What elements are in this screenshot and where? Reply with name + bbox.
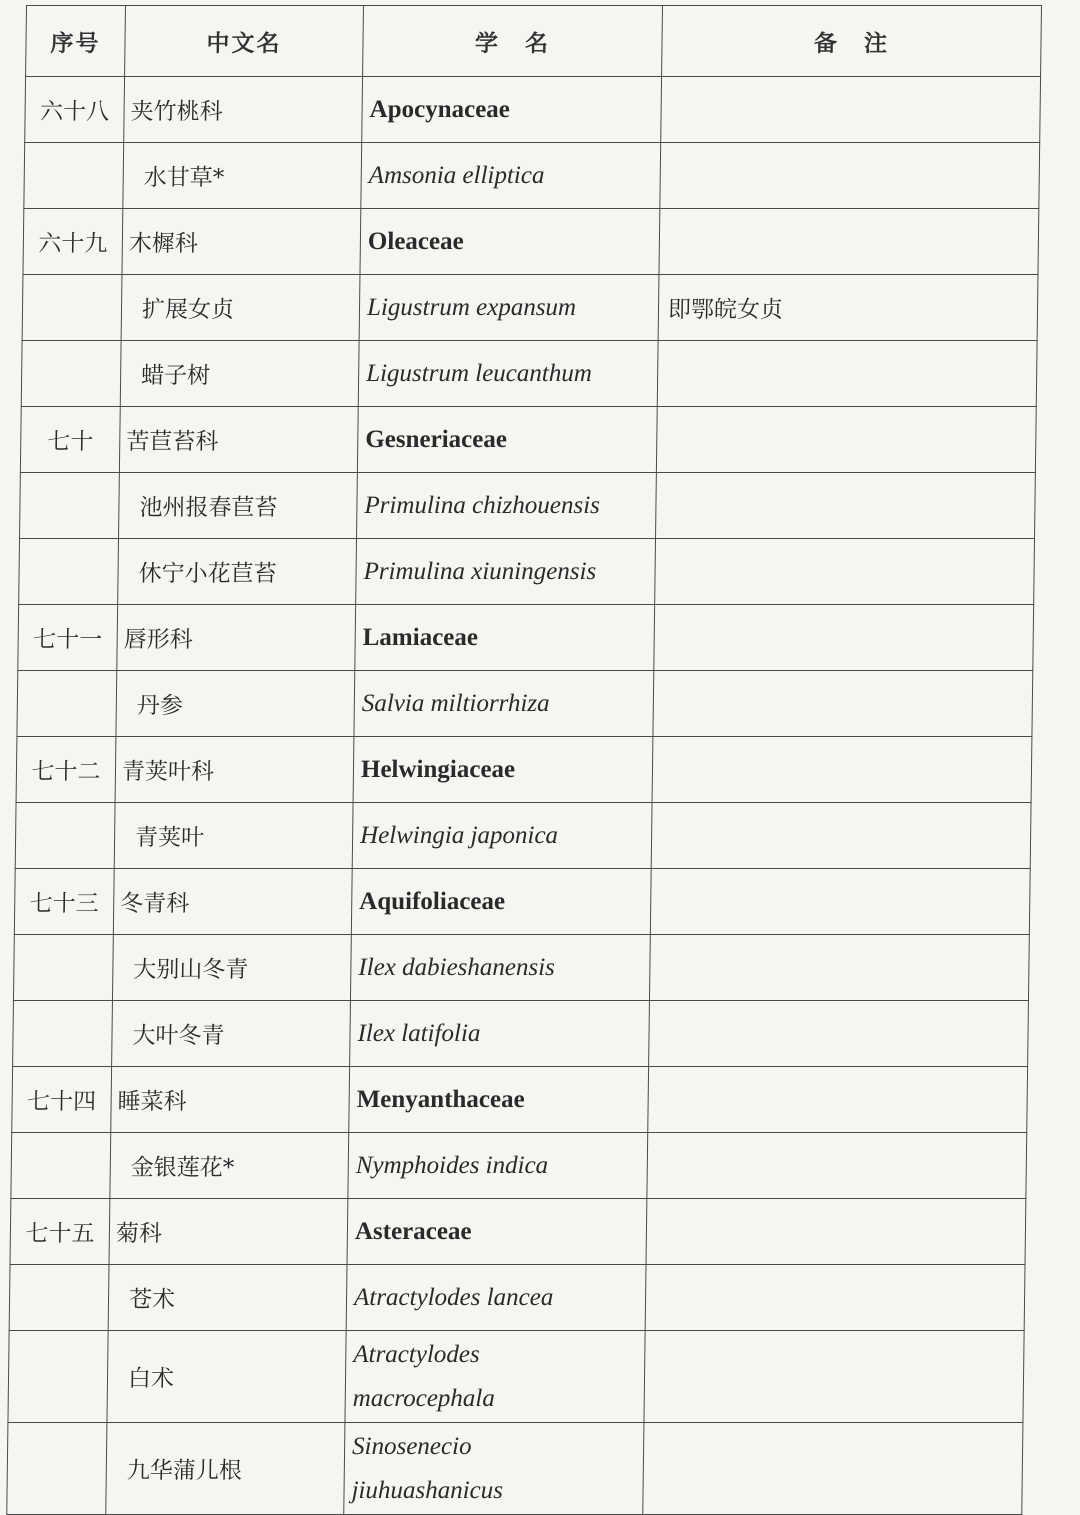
serial-number-cell (13, 1001, 113, 1067)
family-row (16, 737, 1032, 803)
family-row (18, 605, 1034, 671)
remarks-cell (644, 1331, 1024, 1423)
chinese-name-cell: 冬青科 (113, 869, 352, 935)
chinese-name-cell: 池州报春苣苔 (119, 473, 358, 539)
serial-number-cell: 七十二 (16, 737, 116, 803)
scientific-name-cell (345, 1331, 645, 1423)
serial-number-cell (20, 473, 120, 539)
serial-number-cell (19, 539, 119, 605)
chinese-name-cell: 苍术 (108, 1265, 347, 1331)
family-row (20, 407, 1036, 473)
chinese-name-cell: 大别山冬青 (112, 935, 351, 1001)
remarks-cell (653, 671, 1033, 737)
chinese-name-cell: 白术 (107, 1331, 346, 1423)
scientific-name-cell: Asteraceae (347, 1199, 647, 1265)
table-body (7, 77, 1041, 1515)
chinese-name-cell: 丹参 (116, 671, 355, 737)
species-row (15, 803, 1031, 869)
remarks-cell (656, 473, 1036, 539)
serial-number-cell: 六十八 (25, 77, 125, 143)
scientific-name-cell: Nymphoides indica (348, 1133, 648, 1199)
serial-number-cell: 七十五 (10, 1199, 110, 1265)
remarks-cell (656, 407, 1036, 473)
remarks-cell (649, 935, 1029, 1001)
chinese-name-cell: 青荚叶科 (115, 737, 354, 803)
serial-number-cell (22, 275, 122, 341)
remarks-cell (649, 1001, 1029, 1067)
family-row (25, 77, 1041, 143)
scientific-name-cell: Aquifoliaceae (351, 869, 651, 935)
header-chinese-name: 中文名 (125, 6, 364, 77)
remarks-cell (647, 1133, 1027, 1199)
chinese-name-cell: 菊科 (109, 1199, 348, 1265)
remarks-cell (648, 1067, 1028, 1133)
scientific-name-cell: Apocynaceae (362, 77, 662, 143)
family-row (23, 209, 1039, 275)
scientific-name-cell (344, 1423, 644, 1515)
scientific-name-cell: Salvia miltiorrhiza (354, 671, 654, 737)
scientific-name-cell: Helwingiaceae (353, 737, 653, 803)
remarks-cell (651, 803, 1031, 869)
table-header-row (26, 6, 1042, 77)
chinese-name-cell: 木樨科 (122, 209, 361, 275)
chinese-name-cell: 唇形科 (117, 605, 356, 671)
species-row (11, 1133, 1027, 1199)
serial-number-cell (11, 1133, 111, 1199)
serial-number-cell (24, 143, 124, 209)
species-row (7, 1423, 1023, 1515)
remarks-cell (646, 1199, 1026, 1265)
serial-number-cell (17, 671, 117, 737)
chinese-name-cell: 扩展女贞 (121, 275, 360, 341)
species-table (6, 5, 1042, 1515)
species-row (8, 1331, 1024, 1423)
scientific-name-cell: Gesneriaceae (357, 407, 657, 473)
header-serial-number: 序号 (26, 6, 126, 77)
scientific-name-line: Atractylodes (353, 1340, 480, 1368)
chinese-name-cell: 苦苣苔科 (119, 407, 358, 473)
species-row (21, 341, 1037, 407)
species-row (9, 1265, 1025, 1331)
serial-number-cell (7, 1423, 107, 1515)
chinese-name-cell: 金银莲花* (110, 1133, 349, 1199)
serial-number-cell (15, 803, 115, 869)
species-row (22, 275, 1038, 341)
scientific-name-cell: Amsonia elliptica (361, 143, 661, 209)
species-row (20, 473, 1036, 539)
serial-number-cell: 七十 (20, 407, 120, 473)
chinese-name-cell: 九华蒲儿根 (106, 1423, 345, 1515)
scientific-name-cell: Ligustrum expansum (359, 275, 659, 341)
species-row (13, 1001, 1029, 1067)
scientific-name-cell: Primulina chizhouensis (357, 473, 657, 539)
remarks-cell (652, 737, 1032, 803)
species-row (13, 935, 1029, 1001)
serial-number-cell (21, 341, 121, 407)
serial-number-cell (9, 1265, 109, 1331)
scientific-name-cell: Helwingia japonica (352, 803, 652, 869)
family-row (10, 1199, 1026, 1265)
chinese-name-cell: 睡菜科 (111, 1067, 350, 1133)
scientific-name-cell: Ligustrum leucanthum (358, 341, 658, 407)
chinese-name-cell: 青荚叶 (114, 803, 353, 869)
remarks-cell: 即鄂皖女贞 (658, 275, 1038, 341)
scientific-name-line: macrocephala (352, 1384, 496, 1412)
remarks-cell (661, 77, 1041, 143)
scientific-name-line: Sinosenecio (351, 1432, 472, 1460)
scientific-name-line: jiuhuashanicus (351, 1476, 504, 1504)
family-row (12, 1067, 1028, 1133)
serial-number-cell (13, 935, 113, 1001)
serial-number-cell: 六十九 (23, 209, 123, 275)
remarks-cell (660, 143, 1040, 209)
scientific-name-cell: Atractylodes lancea (346, 1265, 646, 1331)
species-row (17, 671, 1033, 737)
remarks-cell (657, 341, 1037, 407)
remarks-cell (650, 869, 1030, 935)
serial-number-cell: 七十一 (18, 605, 118, 671)
species-row (19, 539, 1035, 605)
chinese-name-cell: 蜡子树 (120, 341, 359, 407)
scientific-name-cell: Ilex latifolia (350, 1001, 650, 1067)
serial-number-cell: 七十四 (12, 1067, 112, 1133)
chinese-name-cell: 大叶冬青 (112, 1001, 351, 1067)
scientific-name-cell: Ilex dabieshanensis (350, 935, 650, 1001)
scientific-name-cell: Primulina xiuningensis (356, 539, 656, 605)
chinese-name-cell: 水甘草* (123, 143, 362, 209)
chinese-name-cell: 休宁小花苣苔 (118, 539, 357, 605)
header-scientific-name: 学 名 (363, 6, 663, 77)
serial-number-cell (8, 1331, 108, 1423)
scientific-name-cell: Lamiaceae (355, 605, 655, 671)
serial-number-cell: 七十三 (14, 869, 114, 935)
species-row (24, 143, 1040, 209)
family-row (14, 869, 1030, 935)
remarks-cell (643, 1423, 1023, 1515)
remarks-cell (659, 209, 1039, 275)
remarks-cell (654, 605, 1034, 671)
scientific-name-cell: Menyanthaceae (349, 1067, 649, 1133)
chinese-name-cell: 夹竹桃科 (124, 77, 363, 143)
remarks-cell (655, 539, 1035, 605)
scientific-name-cell: Oleaceae (360, 209, 660, 275)
header-remarks: 备 注 (662, 6, 1042, 77)
remarks-cell (645, 1265, 1025, 1331)
